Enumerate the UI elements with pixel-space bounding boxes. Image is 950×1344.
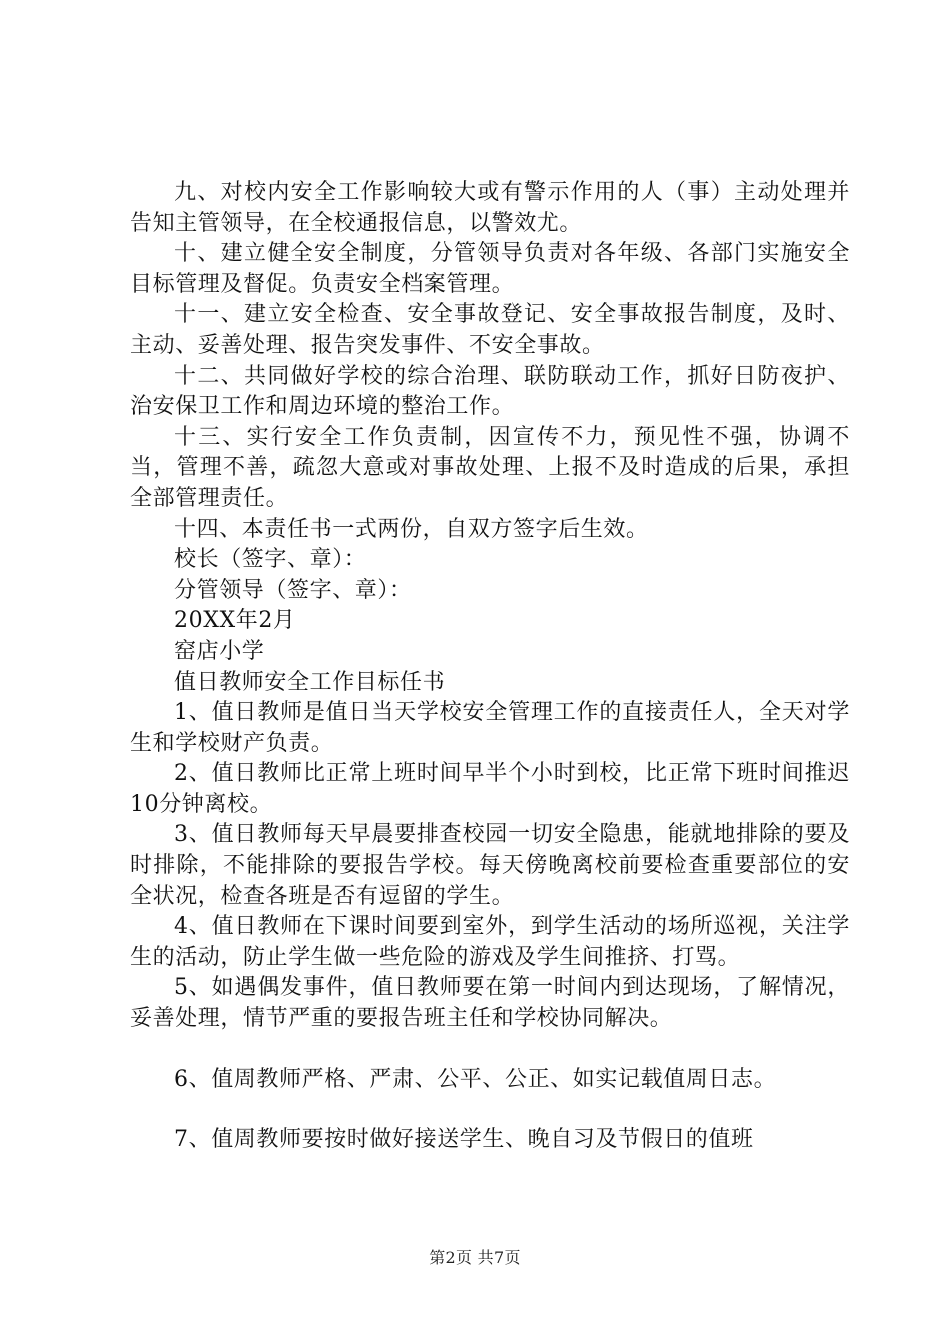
date-line: 20XX年2月 (174, 608, 296, 634)
duty-item-3: 3、值日教师每天早晨要排查校园一切安全隐患，能就地排除的要及时排除，不能排除的要报告学校。每天傍晚离校前要检查重要部位的安全状况，检查各班是否有逗留的学生。 (130, 822, 850, 909)
duty-item-5: 5、如遇偶发事件，值日教师要在第一时间内到达现场，了解情况，妥善处理，情节严重的要报告班主任和学校协同解决。 (130, 975, 850, 1032)
section-title: 值日教师安全工作目标任书 (174, 669, 446, 695)
school-name: 窑店小学 (174, 638, 265, 664)
leader-signature-line: 分管领导（签字、章）： (174, 577, 412, 603)
paragraph-item-10: 十、建立健全安全制度，分管领导负责对各年级、各部门实施安全目标管理及督促。负责安全档案管理。 (130, 241, 850, 297)
paragraph-item-12: 十二、共同做好学校的综合治理、联防联动工作，抓好日防夜护、治安保卫工作和周边环境的整治工作。 (130, 363, 850, 420)
duty-item-2: 2、值日教师比正常上班时间早半个小时到校，比正常下班时间推迟10分钟离校。 (130, 761, 850, 817)
paragraph-spacer (130, 1035, 850, 1065)
document-body (130, 178, 850, 1156)
paragraph-item-11: 十一、建立安全检查、安全事故登记、安全事故报告制度，及时、主动、妥善处理、报告突发事件、不安全事故。 (130, 302, 850, 358)
paragraph-item-14: 十四、本责任书一式两份，自双方签字后生效。 (174, 516, 649, 542)
paragraph-spacer (130, 1095, 850, 1125)
duty-item-4: 4、值日教师在下课时间要到室外，到学生活动的场所巡视，关注学生的活动，防止学生做一些危险的游戏及学生间推挤、打骂。 (130, 914, 850, 970)
page-number-footer: 第2页 共7页 (429, 1248, 521, 1267)
duty-item-6: 6、值周教师严格、严肃、公平、公正、如实记载值周日志。 (174, 1066, 777, 1092)
paragraph-item-9: 九、对校内安全工作影响较大或有警示作用的人（事）主动处理并告知主管领导，在全校通报信息，以警效尤。 (130, 180, 850, 236)
principal-signature-line: 校长（签字、章）： (174, 547, 367, 573)
paragraph-item-13: 十三、实行安全工作负责制，因宣传不力，预见性不强，协调不当，管理不善，疏忽大意或对事故处理、上报不及时造成的后果，承担全部管理责任。 (130, 424, 850, 511)
duty-item-7: 7、值周教师要按时做好接送学生、晚自习及节假日的值班 (174, 1127, 754, 1153)
duty-item-1: 1、值日教师是值日当天学校安全管理工作的直接责任人，全天对学生和学校财产负责。 (130, 700, 850, 756)
